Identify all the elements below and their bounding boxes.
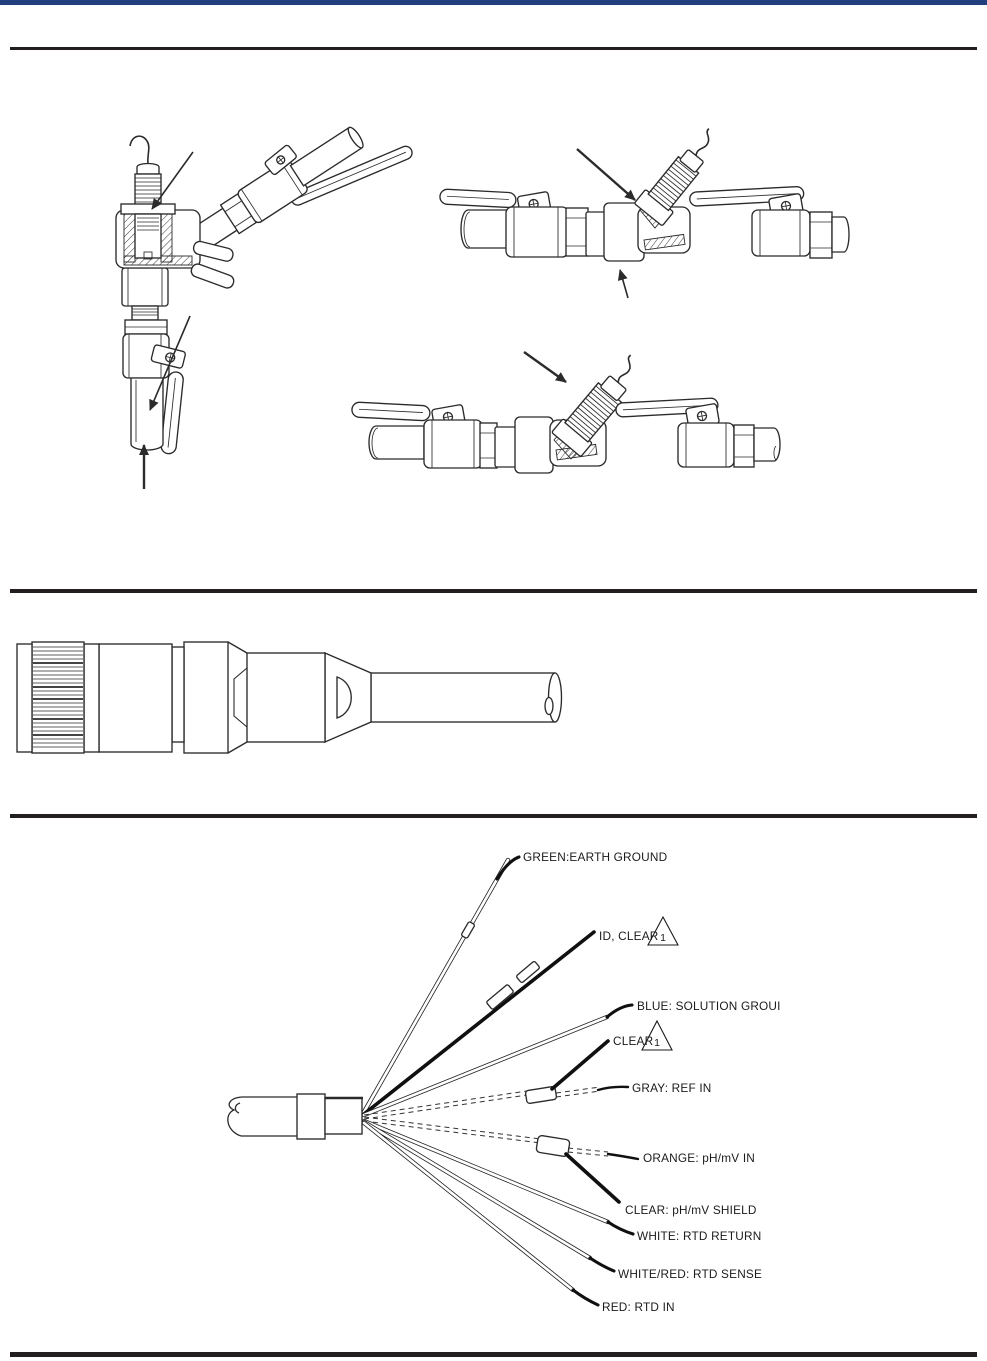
leader-arrow-icon — [524, 352, 566, 382]
wire-clear-shield — [566, 1154, 619, 1202]
wire-label-id-clear: ID, CLEAR — [599, 929, 659, 943]
cable-end — [228, 1094, 363, 1139]
pipe — [754, 428, 780, 461]
wire-gray-bundle — [364, 1041, 628, 1119]
pipe — [832, 217, 849, 252]
wire-label-clear-shield: CLEAR: pH/mV SHIELD — [625, 1203, 757, 1217]
wire-blue — [364, 1005, 632, 1115]
page-top-accent-bar — [0, 0, 987, 5]
wire-orange-bundle — [364, 1117, 638, 1202]
wire-label-white: WHITE: RTD RETURN — [637, 1229, 762, 1243]
flag-note-number: 1 — [654, 1037, 660, 1049]
inline-installation-figure-top — [440, 122, 849, 298]
lower-valve-stack — [122, 268, 186, 454]
sensor-cable — [612, 355, 638, 383]
wire-label-clear: CLEAR — [613, 1034, 654, 1048]
wire-gray-leader — [598, 1087, 628, 1090]
section-divider — [10, 47, 977, 50]
wire-label-red: RED: RTD IN — [602, 1300, 675, 1314]
pipe-tee — [515, 417, 553, 473]
pipe — [369, 426, 424, 459]
wire-label-white-red: WHITE/RED: RTD SENSE — [618, 1267, 763, 1281]
valve-lever-handle — [440, 189, 517, 208]
valve-body — [752, 210, 810, 256]
gland-collar-cutaway — [121, 204, 175, 262]
wire-white-red — [364, 1122, 614, 1271]
sensor-probe — [130, 136, 161, 212]
wire-id-clear — [364, 932, 594, 1114]
wire-clear — [552, 1041, 608, 1089]
wire-label-green: GREEN:EARTH GROUND — [523, 850, 668, 864]
leader-arrow-icon — [620, 270, 628, 298]
wire-fanout-figure — [0, 820, 987, 1361]
wire-orange-leader — [608, 1154, 638, 1159]
valve-body — [424, 420, 482, 468]
flag-note-number: 1 — [660, 932, 666, 944]
sensor-cable — [691, 129, 716, 157]
wire-green — [364, 857, 519, 1112]
cable-connector-figure — [0, 600, 987, 840]
installation-figures — [0, 60, 987, 590]
valve-lever-handle — [160, 371, 183, 454]
leader-arrow-icon — [577, 149, 635, 200]
inline-installation-figure-bottom — [352, 348, 780, 473]
valve-lever-handle — [352, 402, 431, 421]
connector-drawing — [17, 642, 562, 753]
wire-label-gray: GRAY: REF IN — [632, 1081, 712, 1095]
connector-barrel — [99, 644, 172, 752]
sensor-cable — [130, 136, 149, 163]
wire-label-blue: BLUE: SOLUTION GROUI — [637, 999, 781, 1013]
connector-backshell — [247, 653, 325, 742]
valve-body — [506, 207, 568, 257]
wire-label-orange: ORANGE: pH/mV IN — [643, 1151, 756, 1165]
cable — [371, 673, 555, 722]
submersion-installation-figure — [116, 89, 416, 489]
